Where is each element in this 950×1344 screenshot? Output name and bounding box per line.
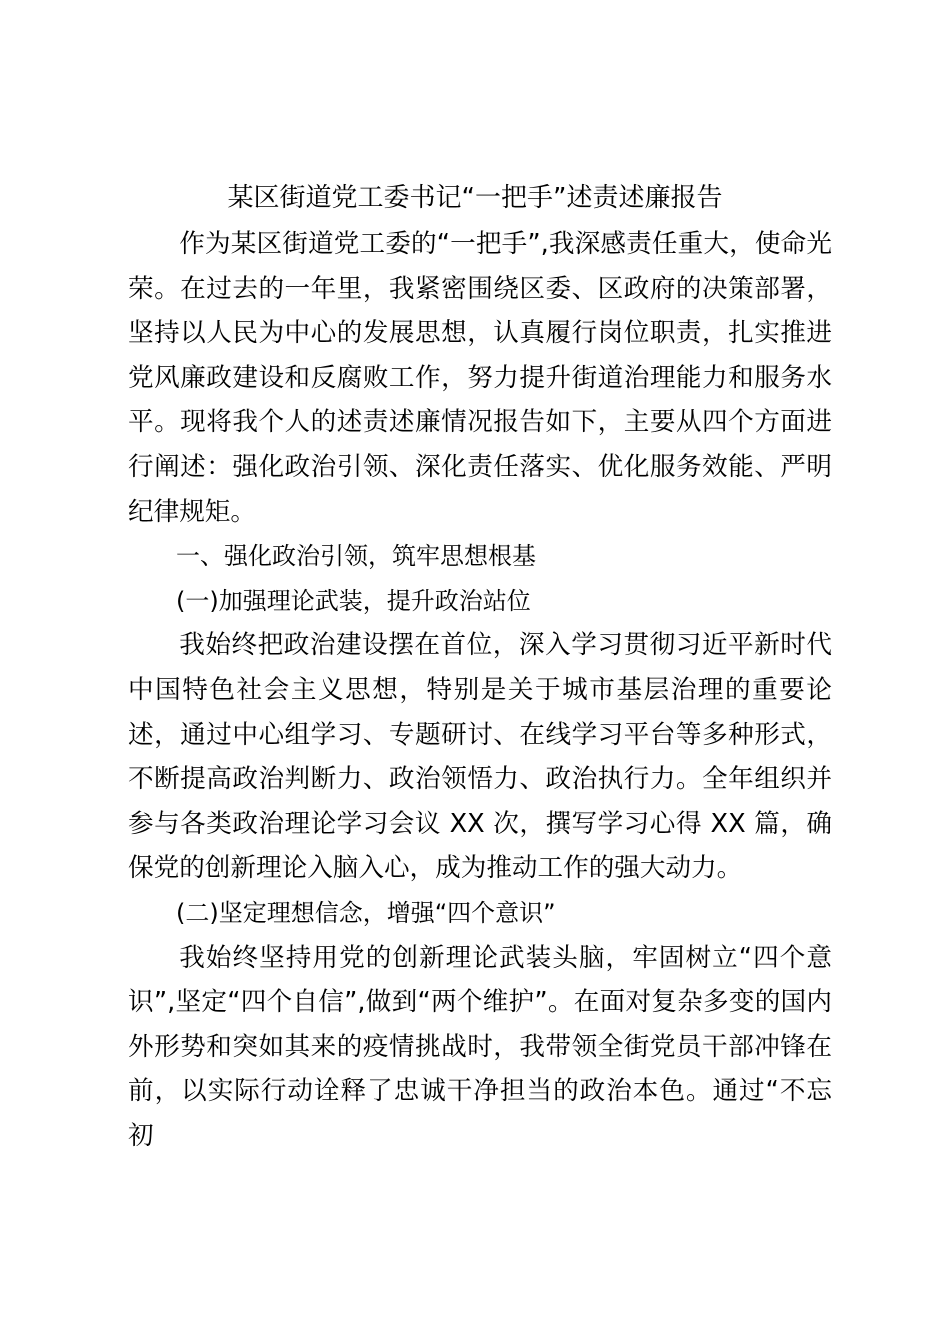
subsection-heading-1-2: (二)坚定理想信念，增强“四个意识” [176, 898, 556, 927]
document-body [128, 222, 832, 1158]
document-title: 某区街道党工委书记“一把手”述责述廉报告 [227, 183, 723, 213]
subsection-heading-1-1: (一)加强理论武装，提升政治站位 [176, 586, 531, 615]
section-heading-1: 一、强化政治引领，筑牢思想根基 [176, 542, 536, 571]
paragraph-ideals-beliefs: 我始终坚持用党的创新理论武装头脑，牢固树立“四个意识”,坚定“四个自信”,做到“两个维护”。在面对复杂多变的国内外形势和突如其来的疫情挑战时，我带领全街党员干部冲锋在前，以实际行动诠释了忠诚干净担当的政治本色。通过“不忘初 [128, 942, 832, 1151]
paragraph-theory-study: 我始终把政治建设摆在首位，深入学习贯彻习近平新时代中国特色社会主义思想，特别是关于城市基层治理的重要论述，通过中心组学习、专题研讨、在线学习平台等多种形式，不断提高政治判断力、政治领悟力、政治执行力。全年组织并参与各类政治理论学习会议 XX 次，撰写学习心得 XX 篇，确保党的创新理论入脑入心，成为推动工作的强大动力。 [128, 630, 832, 884]
intro-paragraph: 作为某区街道党工委的“一把手”,我深感责任重大，使命光荣。在过去的一年里，我紧密围绕区委、区政府的决策部署，坚持以人民为中心的发展思想，认真履行岗位职责，扎实推进党风廉政建设和反腐败工作，努力提升街道治理能力和服务水平。现将我个人的述责述廉情况报告如下，主要从四个方面进行阐述：强化政治引领、深化责任落实、优化服务效能、严明纪律规矩。 [128, 229, 832, 527]
